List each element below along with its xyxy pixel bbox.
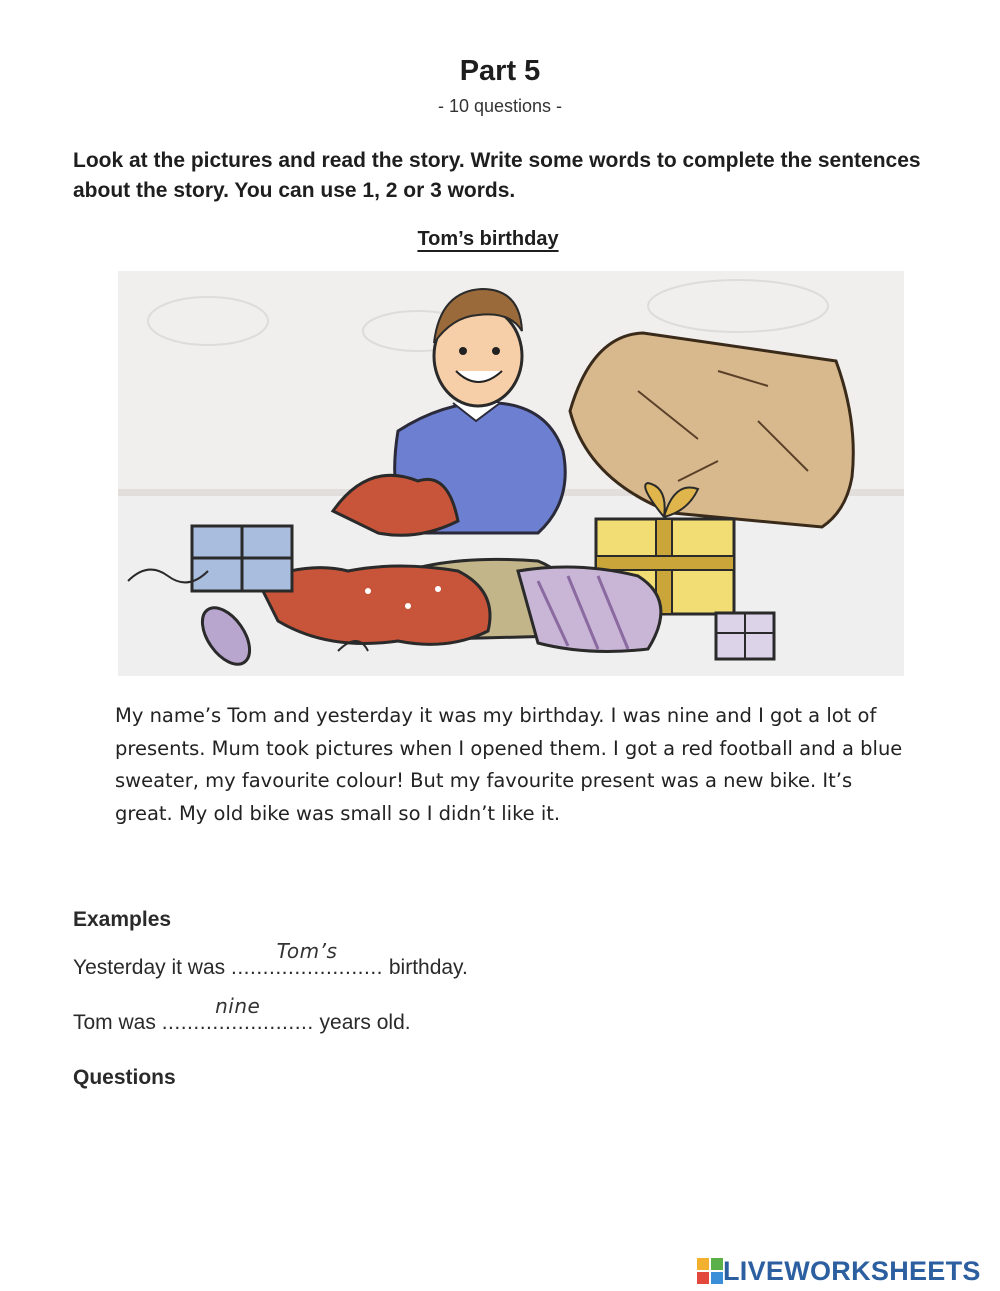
- liveworksheets-logo-icon: [697, 1258, 723, 1284]
- example-1-blank: [230, 939, 384, 980]
- story-title: [0, 228, 976, 251]
- examples-heading: Examples: [73, 908, 172, 931]
- logo-text: LIVEWORKSHEETS: [723, 1255, 981, 1286]
- example-line-1: [73, 939, 468, 980]
- boy-opening-presents-illustration: [118, 271, 904, 676]
- example-1-dots: ........................: [230, 956, 384, 979]
- page-title: Part 5: [459, 55, 541, 87]
- questions-heading: Questions: [73, 1066, 176, 1089]
- example-2-dots: ........................: [161, 1011, 314, 1034]
- question-count: - 10 questions -: [437, 96, 563, 116]
- story-text: My name’s Tom and yesterday it was my birthday. I was nine and I got a lot of presents. Mum took pictures when I opened them. I got a red football and a blue sweater, my favourite colour! But my favourite present was a new bike. It’s great. My old bike was small so I didn’t like it.: [115, 704, 903, 825]
- example-2-prefix: Tom was: [73, 1011, 162, 1034]
- example-2-suffix: years old.: [313, 1011, 411, 1034]
- example-2-answer: nine: [215, 994, 261, 1018]
- example-line-2: [73, 994, 411, 1035]
- story-title-text: Tom’s birthday: [417, 228, 559, 250]
- example-1-suffix: birthday.: [383, 956, 468, 979]
- liveworksheets-logo: [697, 1257, 981, 1285]
- example-1-prefix: Yesterday it was: [73, 956, 231, 979]
- instructions: Look at the pictures and read the story. Write some words to complete the sentences about the story. You can use 1, 2 or 3 words.: [73, 149, 921, 202]
- example-1-answer: Tom’s: [276, 939, 338, 963]
- example-2-blank: [161, 994, 314, 1035]
